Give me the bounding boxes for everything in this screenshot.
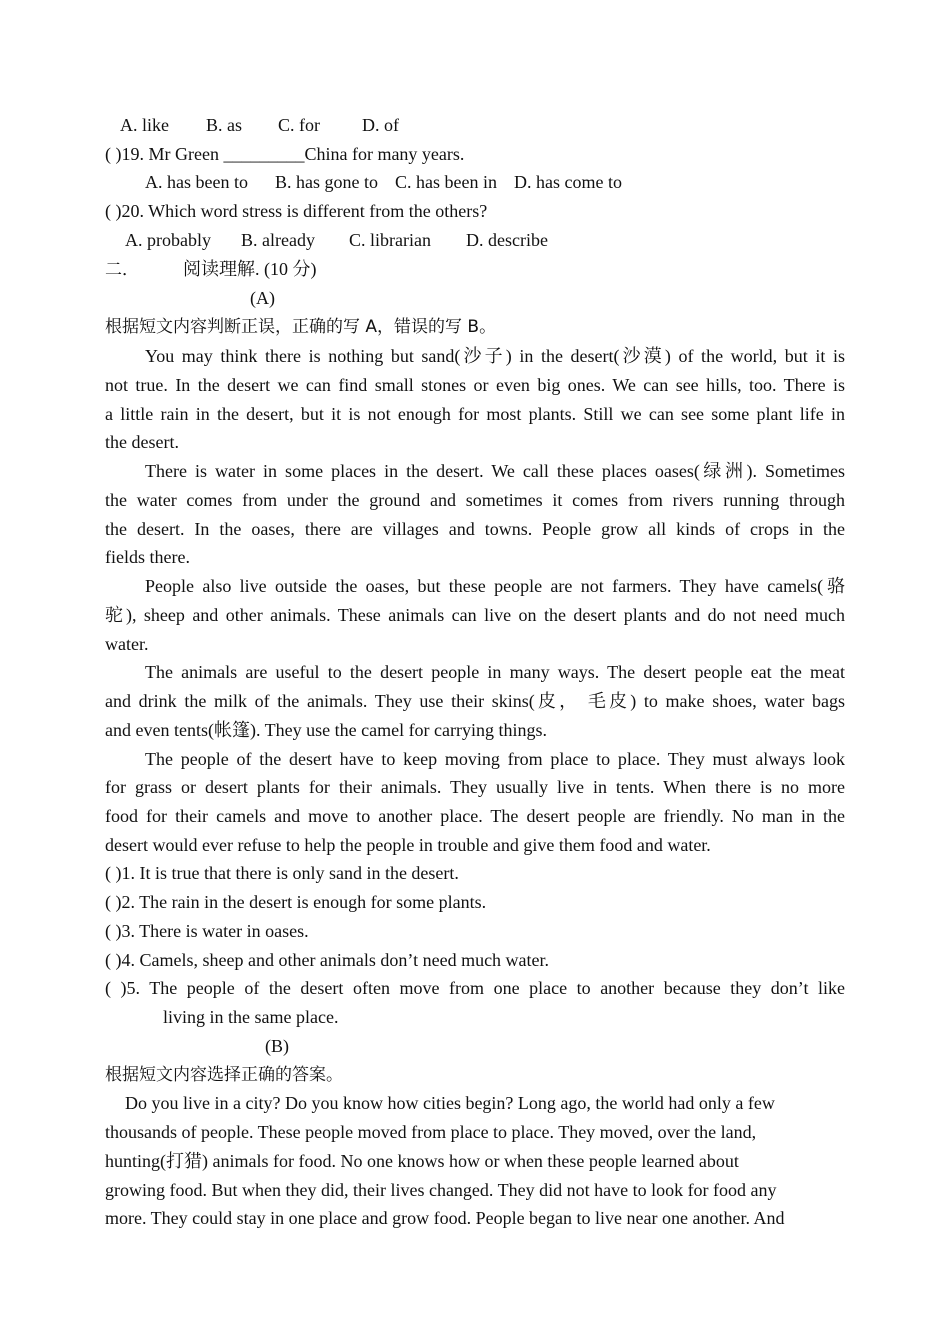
q18-option-b: B. as xyxy=(206,115,242,135)
passage-a-line: food for their camels and move to another place. The desert people are friendly. No man in the xyxy=(105,806,845,826)
passage-a-line: The animals are useful to the desert people in many ways. The desert people eat the meat xyxy=(145,662,845,682)
passage-a-line: You may think there is nothing but sand(沙子) in the desert(沙漠) of the world, but it is xyxy=(145,346,845,366)
passage-a-line: and drink the milk of the animals. They use their skins(皮， 毛皮) to make shoes, water bags xyxy=(105,691,845,711)
q18-option-d: D. of xyxy=(362,115,399,135)
passage-b-line: thousands of people. These people moved from place to place. They moved, over the land, xyxy=(105,1122,757,1142)
passage-a-question-3: ( )3. There is water in oases. xyxy=(105,921,309,941)
passage-b-line: growing food. But when they did, their lives changed. They did not have to look for food any xyxy=(105,1180,777,1200)
passage-a-question-4: ( )4. Camels, sheep and other animals don’t need much water. xyxy=(105,950,550,970)
passage-a-line: the water comes from under the ground and sometimes it comes from rivers running through xyxy=(105,490,845,510)
q18-option-a: A. like xyxy=(120,115,169,135)
passage-a-label: (A) xyxy=(250,288,275,308)
q20-option-c: C. librarian xyxy=(349,230,431,250)
q18-option-c: C. for xyxy=(278,115,320,135)
q20-option-a: A. probably xyxy=(125,230,211,250)
q20-stem: ( )20. Which word stress is different from the others? xyxy=(105,201,488,221)
passage-b-label: (B) xyxy=(265,1036,289,1056)
passage-a-line: the desert. xyxy=(105,432,179,452)
q19-option-a: A. has been to xyxy=(145,172,248,192)
section-title: 阅读理解. (10 分) xyxy=(183,259,317,279)
passage-a-line: 驼), sheep and other animals. These animals can live on the desert plants and do not need much xyxy=(105,605,845,625)
passage-a-instruction: 根据短文内容判断正误，正确的写 A，错误的写 B。 xyxy=(105,317,497,337)
q19-option-c: C. has been in xyxy=(395,172,497,192)
passage-a-question-2: ( )2. The rain in the desert is enough for some plants. xyxy=(105,892,487,912)
section-heading xyxy=(105,255,845,285)
q19-option-b: B. has gone to xyxy=(275,172,378,192)
section-number: 二． xyxy=(105,260,139,280)
passage-b-line: hunting(打猎) animals for food. No one knows how or when these people learned about xyxy=(105,1151,739,1171)
q20-option-b: B. already xyxy=(241,230,315,250)
passage-a-line: and even tents(帐篷). They use the camel for carrying things. xyxy=(105,720,548,740)
passage-a-line: not true. In the desert we can find small stones or even big ones. We can see hills, too. There is xyxy=(105,375,845,395)
passage-a-question-5: ( )5. The people of the desert often move from one place to another because they don’t like xyxy=(105,978,845,998)
passage-b-line: more. They could stay in one place and grow food. People began to live near one another. And xyxy=(105,1208,785,1228)
passage-a-line: water. xyxy=(105,634,149,654)
passage-a-line: a little rain in the desert, but it is not enough for most plants. Still we can see some plant life in xyxy=(105,404,845,424)
passage-a-line: the desert. In the oases, there are villages and towns. People grow all kinds of crops in the xyxy=(105,519,845,539)
passage-a-line: fields there. xyxy=(105,547,190,567)
passage-a-question-1: ( )1. It is true that there is only sand in the desert. xyxy=(105,863,459,883)
q20-option-d: D. describe xyxy=(466,230,548,250)
passage-a-line: There is water in some places in the desert. We call these places oases(绿洲). Sometimes xyxy=(145,461,845,481)
passage-b-line: Do you live in a city? Do you know how cities begin? Long ago, the world had only a few xyxy=(125,1093,775,1113)
passage-a-question-5-cont: living in the same place. xyxy=(163,1007,339,1027)
passage-a-line: desert would ever refuse to help the people in trouble and give them food and water. xyxy=(105,835,711,855)
q18-options xyxy=(120,111,860,140)
passage-a-line: for grass or desert plants for their animals. They usually live in tents. When there is no more xyxy=(105,777,845,797)
q19-option-d: D. has come to xyxy=(514,172,622,192)
q19-options xyxy=(145,168,885,197)
passage-a-line: People also live outside the oases, but these people are not farmers. They have camels(骆 xyxy=(145,576,845,596)
q20-options xyxy=(125,226,865,255)
q19-stem: ( )19. Mr Green _________China for many years. xyxy=(105,144,465,164)
passage-a-line: The people of the desert have to keep moving from place to place. They must always look xyxy=(145,749,845,769)
passage-b-instruction: 根据短文内容选择正确的答案。 xyxy=(105,1065,343,1085)
